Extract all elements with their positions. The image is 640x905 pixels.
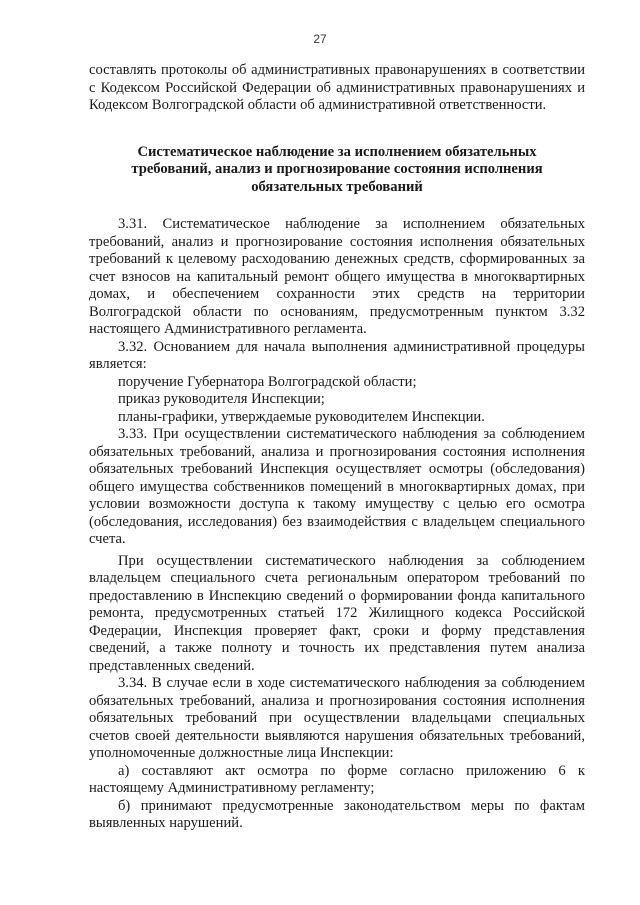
paragraph-3-34: 3.34. В случае если в ходе систематического наблюдения за соблюдением обязательных требований, анализа и прогнозирования состояния исполнения обязательных требований при осуществлении владельцами специальных счетов своей деятельности выявляются нарушения обязательных требований, уполномоченные должностные лица Инспекции: [89,675,585,761]
list-item-head-order: приказ руководителя Инспекции; [118,391,325,407]
paragraph-3-32: 3.32. Основанием для начала выполнения административной процедуры является: [89,338,585,372]
list-item-governor-order: поручение Губернатора Волгоградской области; [118,373,417,390]
list-item-b: б) принимают предусмотренные законодательством меры по фактам выявленных нарушений. [89,797,585,831]
paragraph-3-31: 3.31. Систематическое наблюдение за исполнением обязательных требований, анализ и прогнозирование состояния исполнения обязательных требований к целевому расходованию денежных средств, сформированных за счет взносов на капитальный ремонт общего имущества в многоквартирных домах, и обеспечением сохранности этих средств на территории Волгоградской области по основаниям, предусмотренным пунктом 3.32 настоящего Административного регламента. [89,216,585,337]
list-item-schedules: планы-графики, утверждаемые руководителем Инспекции. [118,408,485,425]
section-heading: Систематическое наблюдение за исполнением обязательных требований, анализ и прогнозирование состояния исполнения обязательных требований [131,143,543,195]
paragraph-3-33: 3.33. При осуществлении систематического наблюдения за соблюдением обязательных требований, анализа и прогнозирования состояния исполнения обязательных требований Инспекция осуществляет осмотры (обследования) общего имущества собственников помещений в многоквартирных домах, при условии возможности доступа к такому имуществу с целью его осмотра (обследования, исследования) без взаимодействия с владельцем специального счета. [89,426,585,547]
opening-paragraph: составлять протоколы об административных правонарушениях в соответствии с Кодексом Российской Федерации об административных правонарушениях и Кодексом Волгоградской области об административной ответственности. [89,62,585,113]
page-number: 27 [313,32,327,46]
list-item-a: а) составляют акт осмотра по форме согласно приложению 6 к настоящему Административному регламенту; [89,762,585,796]
document-body [89,62,585,833]
paragraph-special-account: При осуществлении систематического наблюдения за соблюдением владельцем специального счета региональным оператором требований по предоставлению в Инспекцию сведений о формировании фонда капитального ремонта, предусмотренных статьей 172 Жилищного кодекса Российской Федерации, Инспекция проверяет факт, сроки и форму представления сведений, а также полноту и точность их представления путем анализа представленных сведений. [89,552,585,674]
